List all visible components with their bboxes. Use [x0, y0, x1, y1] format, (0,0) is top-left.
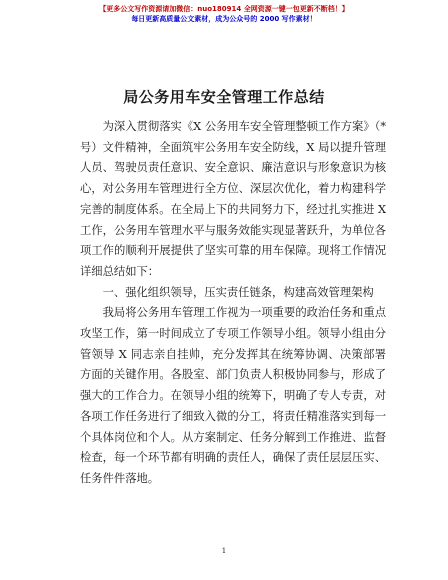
- promo-banner-line-2: 每日更新高质量公文素材，成为公众号的 2000 写作素材！: [131, 15, 317, 23]
- section-heading: 一、强化组织领导，压实责任链条，构建高效管理架构: [102, 285, 374, 299]
- document-title: 局公务用车安全管理工作总结: [123, 88, 325, 106]
- body-paragraph: 我局将公务用车管理工作视为一项重要的政治任务和重点攻坚工作，第一时间成立了专项工作领导小组。领导小组由分管领导 X 同志亲自挂帅，充分发挥其在统筹协调、决策部署方面的关键作用。各股室、部门负责人积极协同参与，形成了强大的工作合力。在领导小组的统筹下，明确了专人专责，对各项工作任务进行了细致入微的分工，将责任精准落实到每一个具体岗位和个人。从方案制定、任务分解到工作推进、监督检查，每一个环节都有明确的责任人，确保了责任层层压实、任务件件落地。: [80, 306, 386, 485]
- body-paragraph: 为深入贯彻落实《X 公务用车安全管理整顿工作方案》（*号）文件精神，全面筑牢公务用车安全防线，X 局以提升管理人员、驾驶员责任意识、安全意识、廉洁意识与形象意识为核心，对公务用车管理进行全方位、深层次优化，着力构建科学完善的制度体系。在全局上下的共同努力下，经过扎实推进 X 工作，公务用车管理水平与服务效能实现显著跃升，为单位各项工作的顺利开展提供了坚实可靠的用车保障。现将工作情况详细总结如下：: [80, 120, 386, 278]
- document-body: [80, 117, 386, 490]
- promo-banner: [0, 4, 448, 24]
- promo-banner-line-1: 【更多公文写作资源请加微信：nuo180914 全网资源一键一包更新不断档！】: [99, 5, 349, 13]
- page-number: 1: [221, 547, 227, 555]
